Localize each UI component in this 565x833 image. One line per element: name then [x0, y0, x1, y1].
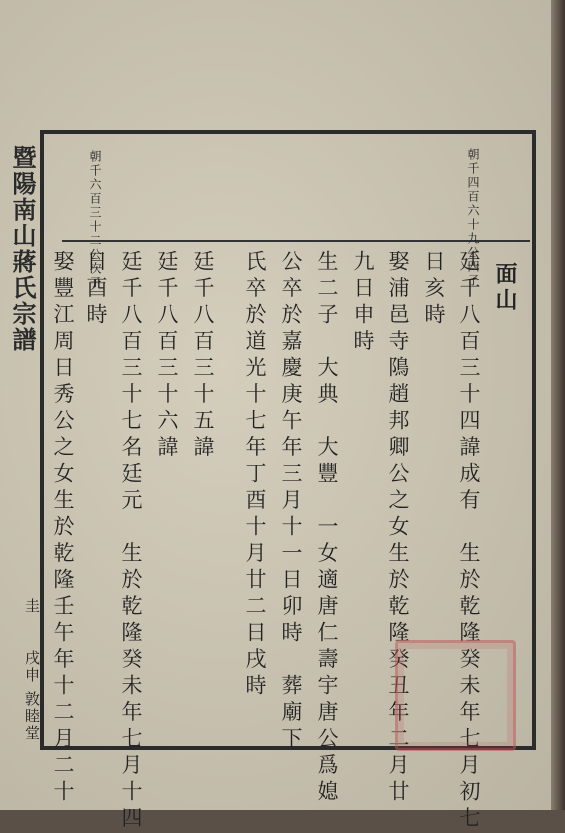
book-binding-edge [551, 0, 565, 810]
body-col-5: 生二子 大典 大豐 一女適唐仁壽宇唐公爲媳 [315, 250, 339, 807]
body-col-12: 娶豐江周日秀公之女生於乾隆壬午年十二月二十 [51, 250, 75, 807]
fold-page-number: 圭 [23, 598, 41, 615]
body-col-8: 廷千八百三十五諱 [191, 250, 215, 462]
body-col-6: 公卒於嘉慶庚午年三月十一日卯時 葬廟下 [279, 250, 303, 754]
body-col-1: 廷千八百三十四諱成有 生於乾隆癸未年七月初七 [457, 250, 481, 833]
body-col-9: 廷千八百三十六諱 [155, 250, 179, 462]
red-seal-stamp [395, 640, 516, 751]
body-col-2: 日亥時 [422, 250, 446, 330]
section-divider [62, 240, 530, 242]
section-title: 面山 [492, 262, 518, 314]
upper-entry-2: 朝千六百三十二公次子 [88, 150, 102, 290]
body-col-10: 廷千八百三十七名廷元 生於乾隆癸未年七月十四 [119, 250, 143, 833]
body-col-7: 氏卒於道光十七年丁酉十月廿二日戌時 [243, 250, 267, 701]
fold-hall-name: 戌申 敦睦堂 [23, 650, 41, 742]
body-col-4: 九日申時 [351, 250, 375, 356]
body-col-11: 日酉時 [84, 250, 108, 330]
book-title: 暨陽南山蔣氏宗譜 [8, 145, 37, 353]
body-col-3: 娶浦邑寺隝趙邦卿公之女生於乾隆癸丑年二月廿 [386, 250, 410, 807]
upper-entry-1: 朝千四百六十九公四子 [466, 148, 480, 288]
